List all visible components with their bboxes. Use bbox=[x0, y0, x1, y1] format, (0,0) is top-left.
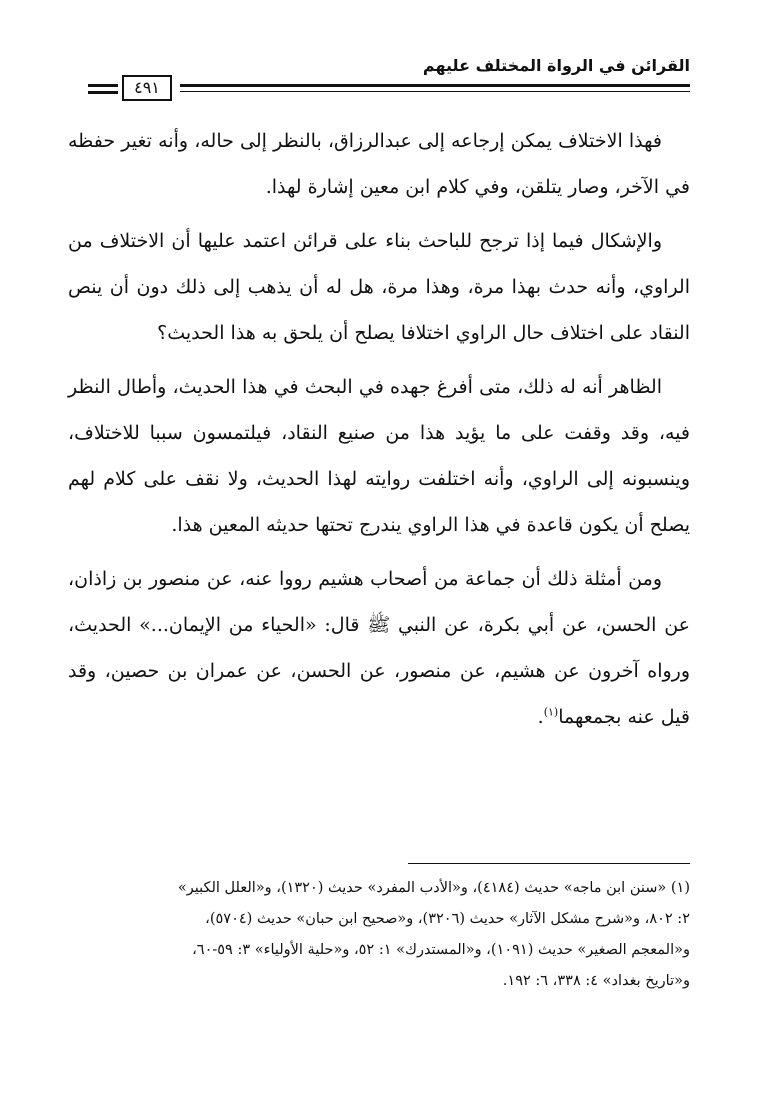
page-number: ٤٩١ bbox=[122, 75, 172, 101]
paragraph: فهذا الاختلاف يمكن إرجاعه إلى عبدالرزاق، بالنظر إلى حاله، وأنه تغير حفظه في الآخر، وصار يتلقن، وفي كلام ابن معين إشارة لهذا. bbox=[68, 130, 690, 198]
header-ornament-lines bbox=[88, 82, 118, 96]
paragraph: الظاهر أنه له ذلك، متى أفرغ جهده في البحث في هذا الحديث، وأطال النظر فيه، وقد وقفت على ما يؤيد هذا من صنيع النقاد، فيلتمسون سببا للاختلاف، وينسبونه إلى الراوي، وأنه اختلفت روايته لهذا الحديث، ولا نقف على كلام لهم يصلح أن يكون قاعدة في هذا الراوي يندرج تحتها حديثه المعين هذا. bbox=[68, 376, 690, 536]
running-title: القرائن في الرواة المختلف عليهم bbox=[422, 56, 690, 75]
ornament-line bbox=[88, 91, 118, 94]
footnote-line: ٢: ٨٠٢، و«شرح مشكل الآثار» حديث (٣٢٠٦)، و«صحيح ابن حبان» حديث (٥٧٠٤)، bbox=[205, 911, 690, 927]
paragraph-end: . bbox=[537, 706, 544, 728]
paragraph-text: ومن أمثلة ذلك أن جماعة من أصحاب هشيم رووا عنه، عن منصور بن زاذان، عن الحسن، عن أبي بكرة، عن النبي ﷺ قال: «الحياء من الإيمان...» الحديث، ورواه آخرون عن هشيم، عن منصور، عن الحسن، عن عمران بن حصين، وقد قيل عنه بجمعهما bbox=[68, 568, 690, 728]
ornament-line bbox=[88, 84, 118, 87]
header-rule-thick bbox=[180, 84, 690, 87]
header-rule bbox=[180, 84, 690, 96]
footnotes bbox=[68, 873, 690, 997]
main-text bbox=[68, 118, 690, 748]
footnote-line: و«المعجم الصغير» حديث (١٠٩١)، و«المستدرك» ١: ٥٢، و«حلية الأولياء» ٣: ٥٩-٦٠، bbox=[192, 942, 690, 958]
footnote-separator bbox=[408, 863, 690, 864]
paragraph bbox=[68, 556, 690, 740]
footnote-line: (١) «سنن ابن ماجه» حديث (٤١٨٤)، و«الأدب المفرد» حديث (١٣٢٠)، و«العلل الكبير» bbox=[177, 880, 690, 896]
header-rule-thin bbox=[180, 91, 690, 92]
paragraph: والإشكال فيما إذا ترجح للباحث بناء على قرائن اعتمد عليها أن الاختلاف من الراوي، وأنه حدث بهذا مرة، وهذا مرة، هل له أن يذهب إلى ذلك دون أن ينص النقاد على اختلاف حال الراوي اختلافا يصلح أن يلحق به هذا الحديث؟ bbox=[68, 230, 690, 344]
footnote-line: و«تاريخ بغداد» ٤: ٣٣٨، ٦: ١٩٢. bbox=[502, 973, 690, 989]
footnote-reference: (١) bbox=[543, 705, 559, 719]
